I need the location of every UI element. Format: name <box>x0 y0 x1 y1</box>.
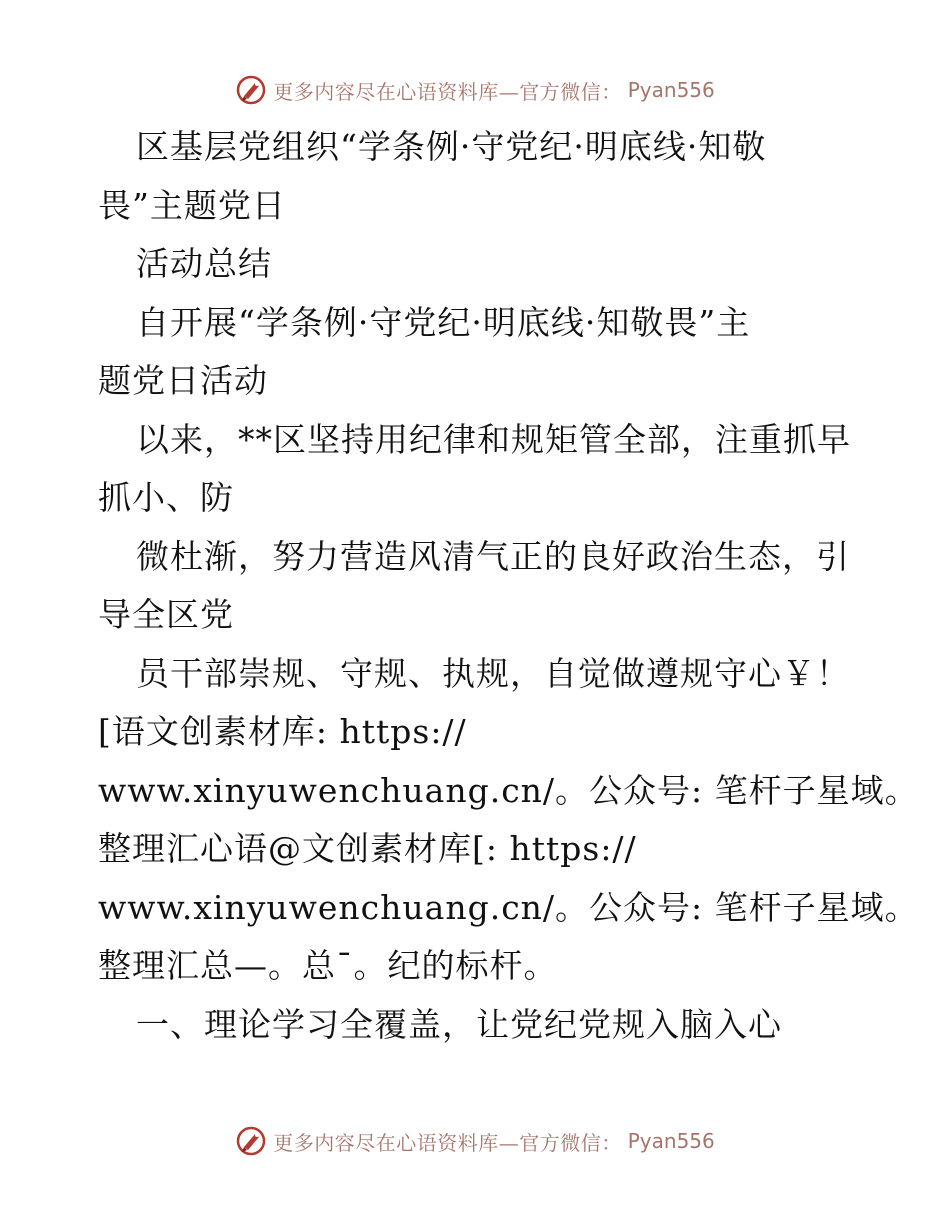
text-line: [语文创素材库: https:// <box>98 712 467 751</box>
text-line: 员干部崇规、守规、执规，自觉做遵规守心￥！ <box>136 653 850 693</box>
text-line: 整理汇心语@文创素材库[: https:// <box>98 829 637 868</box>
watermark-account: Pyan556 <box>627 78 715 102</box>
text-line: 畏”主题党日 <box>98 185 286 225</box>
text-line: 抓小、防 <box>98 478 234 517</box>
text-line: 以来，**区坚持用纪律和规矩管全部，注重抓早 <box>136 419 851 459</box>
text-line: www.xinyuwenchuang.cn/。公众号: 笔杆子星域。 <box>98 887 919 927</box>
text-line: 整理汇总—。总¯。纪的标杆。 <box>98 946 558 985</box>
pen-logo-icon <box>235 74 267 106</box>
watermark-account: Pyan556 <box>627 1129 715 1153</box>
watermark-text: 更多内容尽在心语资料库—官方微信： <box>273 79 622 104</box>
text-line: 导全区党 <box>98 595 234 634</box>
text-line: 题党日活动 <box>98 361 268 400</box>
text-line: 微杜渐，努力营造风清气正的良好政治生态，引 <box>136 536 850 576</box>
text-line: 区基层党组织“学条例·守党纪·明底线·知敬 <box>136 127 767 166</box>
section-heading: 一、理论学习全覆盖，让党纪党规入脑入心 <box>136 1004 782 1044</box>
header-watermark <box>0 70 950 110</box>
text-line: www.xinyuwenchuang.cn/。公众号: 笔杆子星域。 <box>98 770 919 810</box>
watermark-text: 更多内容尽在心语资料库—官方微信： <box>273 1130 622 1155</box>
text-line: 活动总结 <box>136 244 272 283</box>
footer-watermark <box>0 1121 950 1161</box>
pen-logo-icon <box>235 1125 267 1157</box>
text-line: 自开展“学条例·守党纪·明底线·知敬畏”主 <box>136 302 751 342</box>
document-body <box>98 118 919 1054</box>
